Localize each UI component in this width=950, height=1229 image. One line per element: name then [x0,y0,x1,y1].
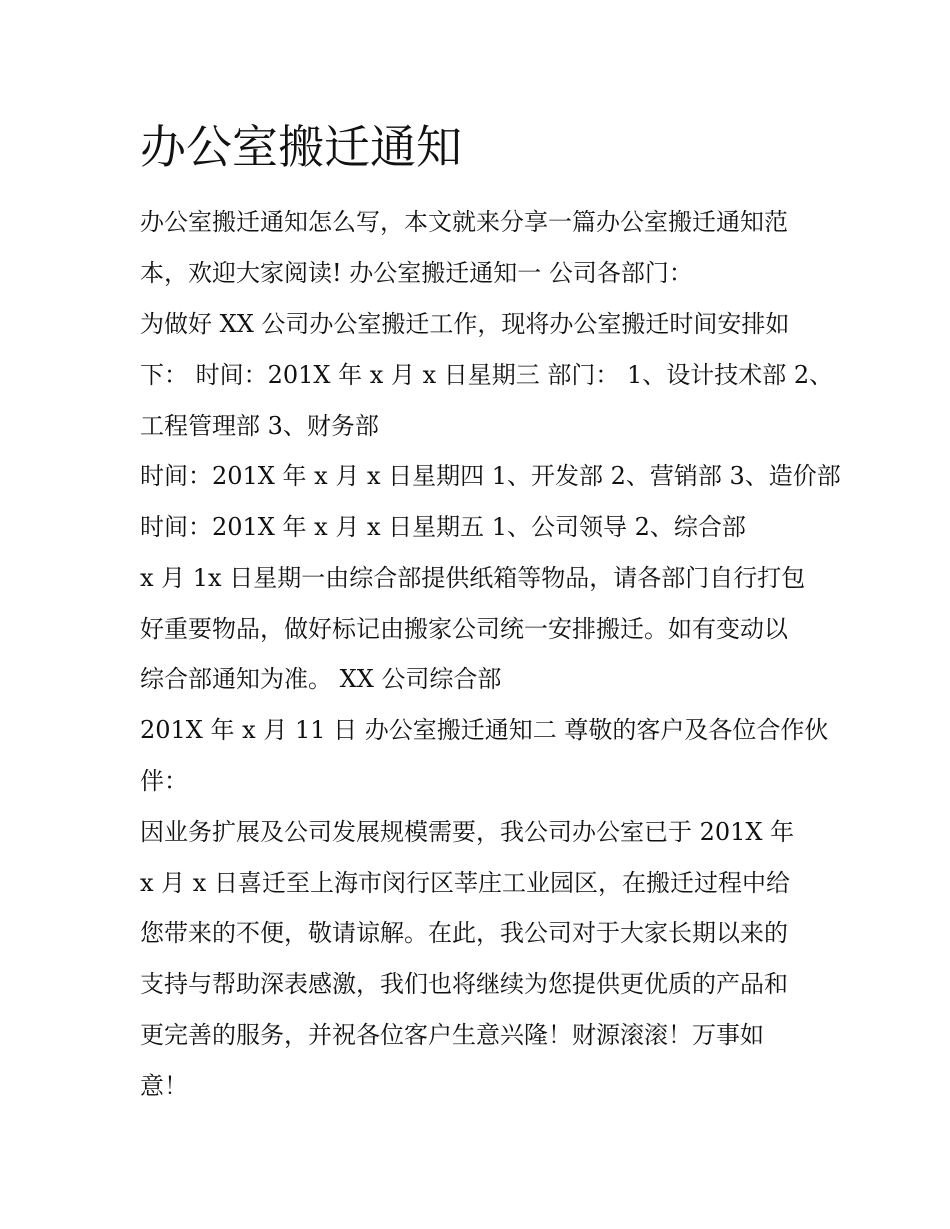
body-line-4: 下： 时间：201X 年 x 月 x 日星期三 部门： 1、设计技术部 2、 [140,361,834,389]
body-line-16: 支持与帮助深表感激，我们也将继续为您提供更优质的产品和 [140,970,788,998]
body-line-9: 好重要物品，做好标记由搬家公司统一安排搬迁。如有变动以 [140,615,788,643]
body-line-7: 时间：201X 年 x 月 x 日星期五 1、公司领导 2、综合部 [140,513,746,541]
body-line-14: x 月 x 日喜迁至上海市闵行区莘庄工业园区，在搬迁过程中给 [140,869,790,897]
body-line-6: 时间：201X 年 x 月 x 日星期四 1、开发部 2、营销部 3、造价部 [140,462,841,490]
body-line-1: 办公室搬迁通知怎么写，本文就来分享一篇办公室搬迁通知范 [140,208,788,236]
body-line-8: x 月 1x 日星期一由综合部提供纸箱等物品，请各部门自行打包 [140,564,806,592]
document-title: 办公室搬迁通知 [140,120,462,174]
body-line-10: 综合部通知为准。 XX 公司综合部 [140,665,502,693]
body-line-5: 工程管理部 3、财务部 [140,412,379,440]
body-line-13: 因业务扩展及公司发展规模需要，我公司办公室已于 201X 年 [140,818,795,846]
body-line-11: 201X 年 x 月 11 日 办公室搬迁通知二 尊敬的客户及各位合作伙 [140,716,829,744]
body-line-18: 意！ [140,1072,188,1100]
body-line-17: 更完善的服务，并祝各位客户生意兴隆！财源滚滚！万事如 [140,1021,764,1049]
body-line-2: 本，欢迎大家阅读! 办公室搬迁通知一 公司各部门： [140,259,693,287]
body-line-12: 伴： [140,767,188,795]
body-line-15: 您带来的不便，敬请谅解。在此，我公司对于大家长期以来的 [140,919,788,947]
body-line-3: 为做好 XX 公司办公室搬迁工作，现将办公室搬迁时间安排如 [140,310,790,338]
